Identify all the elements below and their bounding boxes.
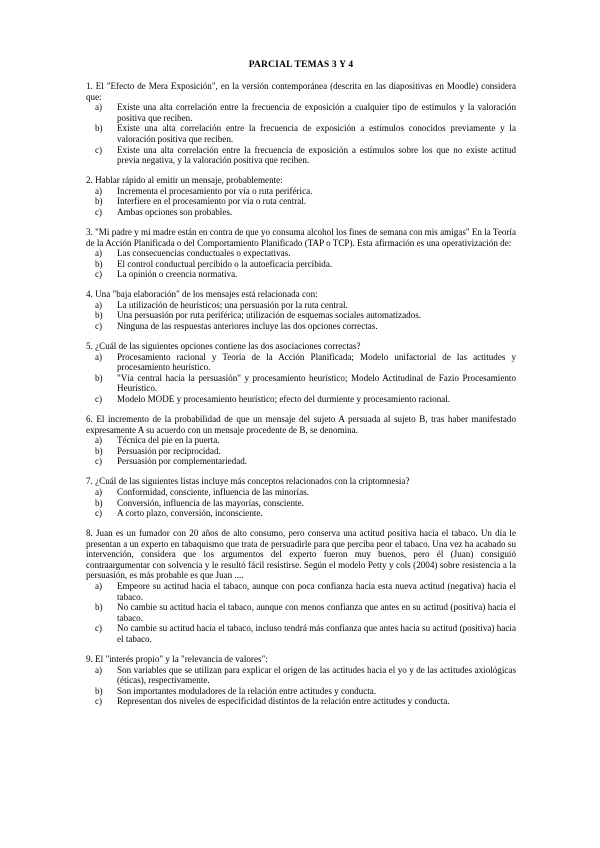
option-label: a) <box>95 664 103 675</box>
answer-option <box>86 373 516 394</box>
option-label: b) <box>95 258 103 269</box>
question-stem: 6. El incremento de la probabilidad de que un mensaje del sujeto A persuada al sujeto B, tras haber manifestado expresamente A su acuerdo con un mensaje procedente de B, se denomina. <box>86 413 516 435</box>
answer-option <box>86 102 516 123</box>
option-text: No cambie su actitud hacia el tabaco, aunque con menos confianza que antes en su actitud (positiva) hacia el tabaco. <box>117 602 516 623</box>
option-label: c) <box>95 321 103 332</box>
question-8 <box>86 528 516 645</box>
option-label: b) <box>95 445 103 456</box>
option-text: A corto plazo, conversión, inconsciente. <box>117 508 263 519</box>
option-label: c) <box>95 623 103 634</box>
option-text: Las consecuencias conductuales o expectativas. <box>117 248 291 259</box>
exam-title: PARCIAL TEMAS 3 Y 4 <box>248 60 354 70</box>
question-stem: 8. Juan es un fumador con 20 años de alto consumo, pero conserva una actitud positiva hacia el tabaco. Un día le presentan a un experto en tabaquismo que trata de persuadirle para que perciba peor el tabaco. Una vez ha acabado su intervención, considera que los argumentos del experto fueron muy buenos, pero él (Juan) consiguió contraargumentar con solvencia y le resultó fácil resistirse. Según el modelo Petty y cols (2004) sobre resistencia a la persuasión, es más probable es que Juan .... <box>86 528 516 581</box>
option-text: El control conductual percibido o la autoeficacia percibida. <box>117 258 333 269</box>
question-stem: 3. "Mi padre y mi madre están en contra de que yo consuma alcohol los fines de semana con mis amigas" En la Teoría de la Acción Planificada o del Comportamiento Planificado (TAP o TCP). Esta afirmación es una operativización de: <box>86 226 516 248</box>
option-text: Modelo MODE y procesamiento heurístico; efecto del durmiente y procesamiento racional. <box>117 394 451 404</box>
question-list <box>86 81 516 707</box>
answer-option <box>86 352 516 373</box>
option-text: Persuasión por reciprocidad. <box>117 445 221 456</box>
option-text: La opinión o creencia normativa. <box>117 269 238 280</box>
option-label: b) <box>95 310 103 321</box>
answer-option <box>86 394 516 405</box>
question-stem: 4. Una "baja elaboración" de los mensajes está relacionada con: <box>86 289 318 300</box>
question-stem: 7. ¿Cuál de las siguientes listas incluye más conceptos relacionados con la criptomnesia? <box>86 476 410 487</box>
answer-option <box>86 259 516 270</box>
option-text: Incrementa el procesamiento por vía o ruta periférica. <box>117 185 313 196</box>
option-text: Conversión, influencia de las mayorías, consciente. <box>117 497 304 508</box>
answer-option <box>86 321 516 332</box>
option-text: Persuasión por complementariedad. <box>117 456 248 467</box>
option-text: Ninguna de las respuestas anteriores incluye las dos opciones correctas. <box>117 321 378 332</box>
option-label: a) <box>95 351 103 362</box>
option-text: Una persuasión por ruta periférica; utilización de esquemas sociales automatizados. <box>117 310 422 321</box>
answer-option <box>86 665 516 686</box>
answer-option <box>86 456 516 467</box>
option-text: Existe una alta correlación entre la frecuencia de exposición a estímulos sobre los que no existe actitud previa negativa, y la valoración positiva que reciben. <box>117 144 516 166</box>
question-3 <box>86 227 516 280</box>
answer-option <box>86 602 516 623</box>
option-label: a) <box>95 581 103 592</box>
option-text: Conformidad, consciente, influencia de las minorías. <box>117 486 309 497</box>
question-stem: 5. ¿Cuál de las siguientes opciones contiene las dos asociaciones correctas? <box>86 341 361 352</box>
answer-option <box>86 123 516 144</box>
answer-option <box>86 686 516 697</box>
option-label: b) <box>95 685 103 696</box>
answer-option <box>86 435 516 446</box>
option-label: b) <box>95 196 103 207</box>
option-label: c) <box>95 206 103 217</box>
option-text: Interfiere en el procesamiento por vía o ruta central. <box>117 196 307 207</box>
question-stem: 1. El "Efecto de Mera Exposición", en la versión contemporánea (descrita en las diapositivas en Moodle) considera que: <box>86 81 516 102</box>
question-4 <box>86 289 516 331</box>
option-label: b) <box>95 602 103 613</box>
answer-option <box>86 207 516 218</box>
option-label: a) <box>95 248 103 259</box>
answer-option <box>86 300 516 311</box>
option-text: Procesamiento racional y Teoría de la Acción Planificada; Modelo unifactorial de las actitudes y procesamiento heurístico. <box>117 351 516 373</box>
option-label: c) <box>95 456 103 467</box>
option-label: b) <box>95 497 103 508</box>
option-text: Son importantes moduladores de la relación entre actitudes y conducta. <box>117 685 377 696</box>
option-label: b) <box>95 372 103 383</box>
answer-option <box>86 269 516 280</box>
option-text: No cambie su actitud hacia el tabaco, incluso tendrá más confianza que antes hacia su actitud (positiva) hacia el tabaco. <box>117 623 516 645</box>
option-label: c) <box>95 144 103 155</box>
question-stem: 9. El "interés propio" y la "relevancia de valores": <box>86 654 268 665</box>
question-2 <box>86 175 516 217</box>
option-text: Técnica del pie en la puerta. <box>117 435 220 446</box>
answer-option <box>86 623 516 644</box>
question-6 <box>86 414 516 467</box>
question-5 <box>86 341 516 405</box>
answer-option <box>86 696 516 707</box>
question-9 <box>86 654 516 707</box>
answer-option <box>86 248 516 259</box>
option-label: c) <box>95 508 103 519</box>
answer-option <box>86 145 516 166</box>
option-label: c) <box>95 269 103 280</box>
answer-option <box>86 446 516 457</box>
answer-option <box>86 508 516 519</box>
option-text: Existe una alta correlación entre la frecuencia de exposición a estímulos conocidos previamente y la valoración positiva que reciben. <box>117 123 516 144</box>
option-label: a) <box>95 299 103 310</box>
option-text: Representan dos niveles de especificidad distintos de la relación entre actitudes y conducta. <box>117 696 450 707</box>
answer-option <box>86 498 516 509</box>
option-label: a) <box>95 435 103 446</box>
question-7 <box>86 476 516 518</box>
option-text: Empeore su actitud hacia el tabaco, aunque con poca confianza hacia esta nueva actitud (negativa) hacia el tabaco. <box>117 581 516 602</box>
option-label: c) <box>95 696 103 707</box>
option-text: Existe una alta correlación entre la frecuencia de exposición a cualquier tipo de estímulos y la valoración positiva que reciben. <box>117 102 516 123</box>
option-label: a) <box>95 102 103 113</box>
option-text: Son variables que se utilizan para explicar el origen de las actitudes hacia el yo y de las actitudes axiológicas (éticas), respectivamente. <box>117 664 516 686</box>
option-label: c) <box>95 394 103 404</box>
option-text: Ambas opciones son probables. <box>117 206 233 217</box>
answer-option <box>86 581 516 602</box>
option-label: a) <box>95 486 103 497</box>
option-label: b) <box>95 123 103 134</box>
answer-option <box>86 310 516 321</box>
answer-option <box>86 186 516 197</box>
answer-option <box>86 487 516 498</box>
answer-option <box>86 196 516 207</box>
option-label: a) <box>95 185 103 196</box>
option-text: La utilización de heurísticos; una persuasión por la ruta central. <box>117 299 348 310</box>
option-text: "Vía central hacia la persuasión" y procesamiento heurístico; Modelo Actitudinal de Fazio Procesamiento Heurístico. <box>117 372 516 394</box>
question-1 <box>86 81 516 166</box>
question-stem: 2. Hablar rápido al emitir un mensaje, probablemente: <box>86 175 283 186</box>
